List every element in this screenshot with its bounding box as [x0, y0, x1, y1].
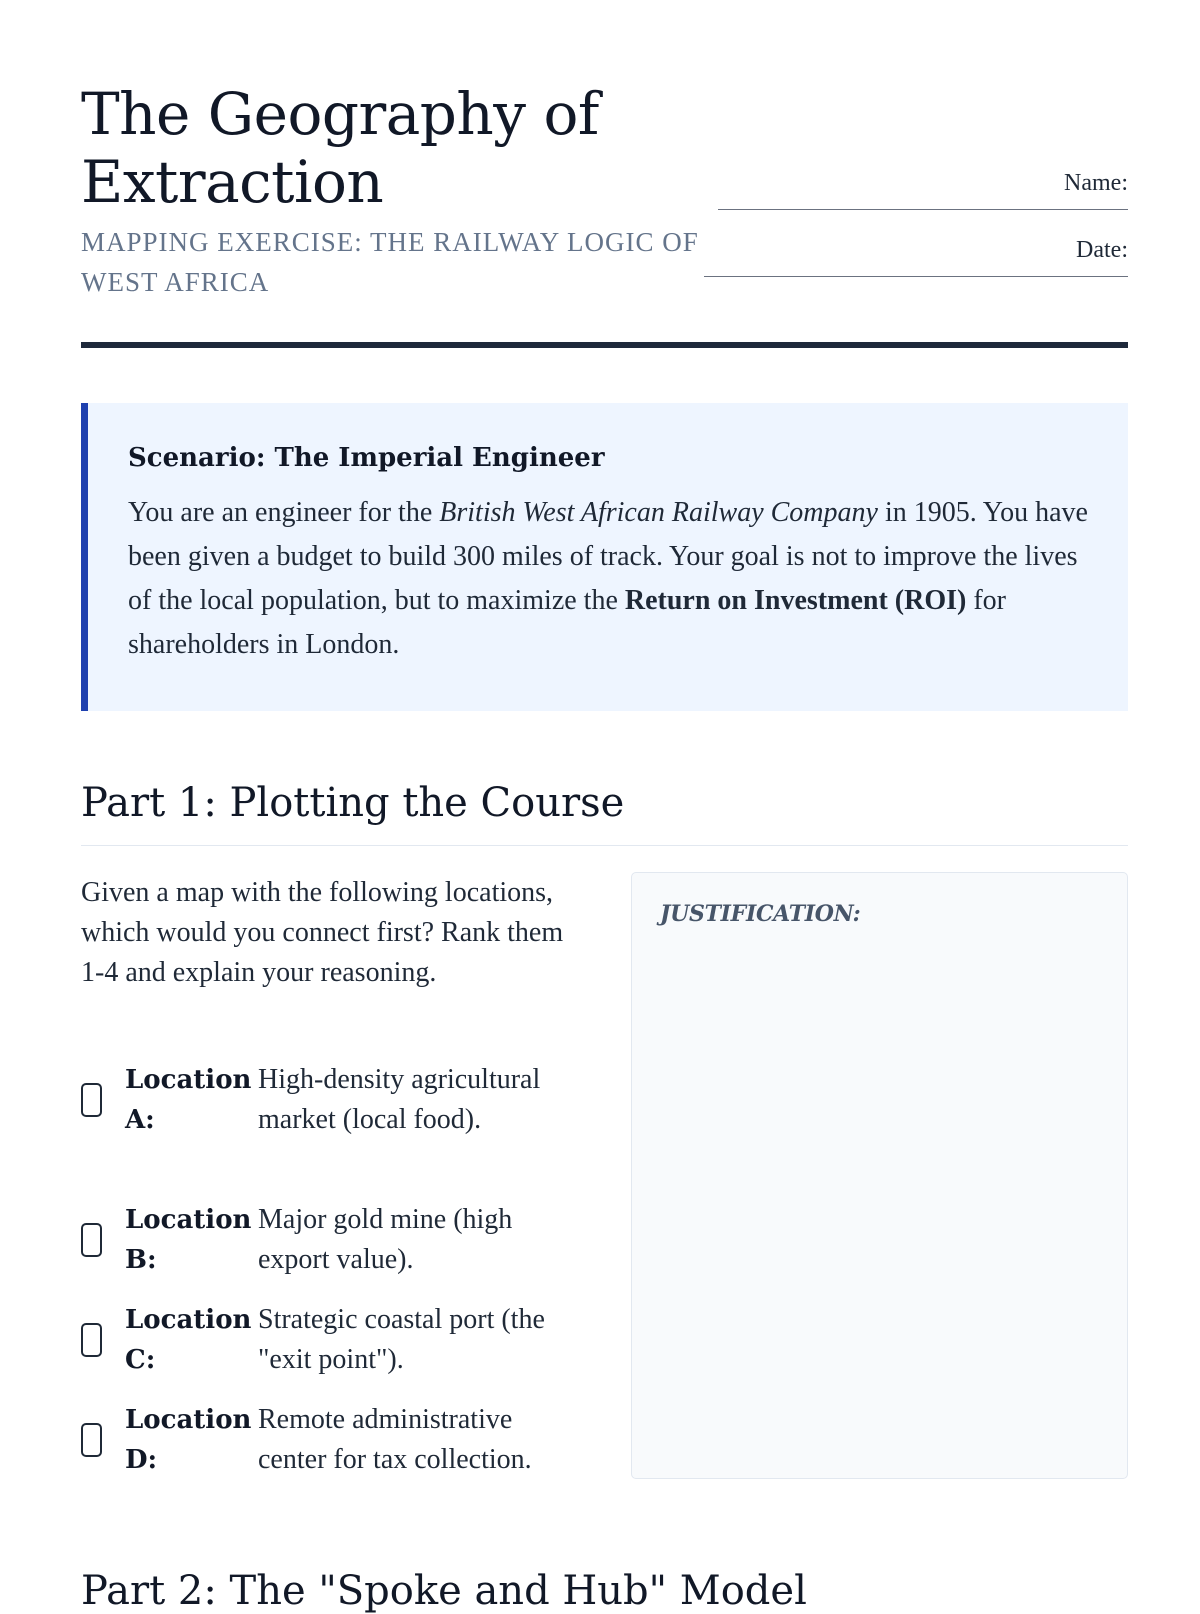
date-field[interactable] [704, 237, 1128, 277]
location-label: Location C: [125, 1305, 252, 1375]
location-label: Location D: [125, 1405, 252, 1475]
rank-checkbox-c[interactable] [81, 1323, 102, 1357]
justification-box[interactable] [631, 872, 1128, 1479]
part1-divider [81, 845, 1128, 846]
location-item-d [81, 1400, 581, 1480]
part2-heading: Part 2: The "Spoke and Hub" Model [81, 1568, 807, 1614]
scenario-text-1: You are an engineer for the [128, 497, 440, 528]
company-name: British West African Railway Company [439, 497, 878, 528]
location-description: Strategic coastal port (the "exit point"). [258, 1304, 545, 1375]
rank-checkbox-b[interactable] [81, 1223, 102, 1257]
scenario-title: Scenario: The Imperial Engineer [128, 443, 605, 473]
scenario-text [128, 491, 1088, 667]
page-subtitle: MAPPING EXERCISE: THE RAILWAY LOGIC OF WEST AFRICA [81, 227, 699, 297]
location-label: Location B: [125, 1205, 252, 1275]
location-label: Location A: [125, 1065, 252, 1135]
page-title: The Geography of Extraction [81, 80, 599, 216]
rank-checkbox-a[interactable] [81, 1083, 102, 1117]
justification-label: JUSTIFICATION: [660, 901, 861, 927]
name-label: Name: [1064, 170, 1128, 196]
scenario-text-2: in 1905. You have been given a budget to build 300 miles of track. Your goal is not to improve the lives of the local population, but to maximize the [128, 497, 1088, 616]
location-item-a [81, 1060, 581, 1140]
location-description: Major gold mine (high export value). [258, 1204, 513, 1275]
location-description: High-density agricultural market (local food). [258, 1064, 541, 1135]
part1-heading: Part 1: Plotting the Course [81, 780, 625, 826]
name-line[interactable] [718, 209, 1128, 210]
roi-term: Return on Investment (ROI) [624, 585, 967, 616]
location-item-c [81, 1300, 581, 1380]
name-field[interactable] [718, 170, 1128, 210]
date-line[interactable] [704, 276, 1128, 277]
scenario-text-3: for shareholders in London. [128, 585, 1006, 660]
worksheet-page [81, 0, 1128, 1614]
header-divider [81, 342, 1128, 348]
worksheet-header [81, 80, 1128, 350]
location-item-b [81, 1200, 581, 1280]
rank-checkbox-d[interactable] [81, 1423, 102, 1457]
date-label: Date: [1076, 237, 1128, 263]
part1-instructions: Given a map with the following locations, which would you connect first? Rank them 1-4 and explain your reasoning. [81, 877, 564, 988]
scenario-callout [81, 403, 1128, 711]
location-description: Remote administrative center for tax collection. [258, 1404, 532, 1475]
